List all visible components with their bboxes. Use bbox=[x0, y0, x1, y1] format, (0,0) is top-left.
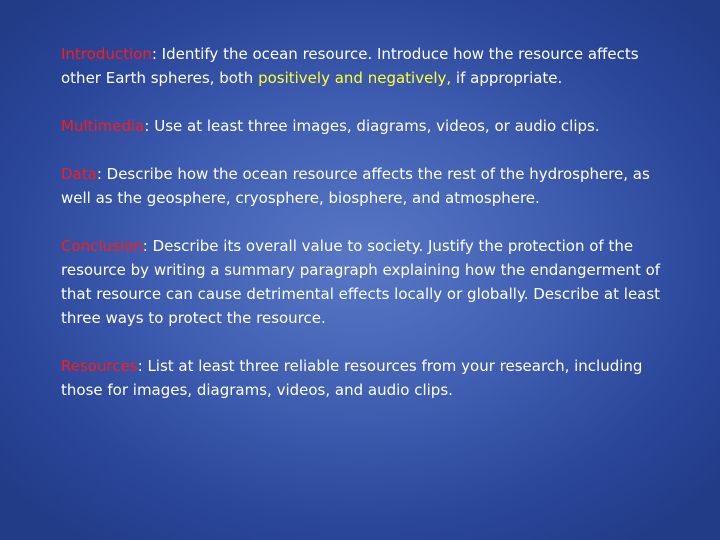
item-multimedia bbox=[61, 114, 671, 138]
resources-separator: : bbox=[137, 357, 148, 375]
multimedia-text: Use at least three images, diagrams, videos, or audio clips. bbox=[154, 117, 600, 135]
introduction-separator: : bbox=[151, 45, 162, 63]
data-text: Describe how the ocean resource affects the rest of the hydrosphere, as well as the geosphere, cryosphere, biosphere, and atmosphere. bbox=[61, 165, 650, 207]
resources-text: List at least three reliable resources from your research, including those for images, diagrams, videos, and audio clips. bbox=[61, 357, 643, 399]
item-resources bbox=[61, 354, 671, 402]
conclusion-separator: : bbox=[142, 237, 153, 255]
introduction-heading: Introduction bbox=[61, 45, 152, 63]
item-conclusion bbox=[61, 234, 671, 330]
introduction-text-end: if appropriate. bbox=[451, 69, 563, 87]
introduction-highlight: positively and negatively, bbox=[258, 69, 452, 87]
item-introduction bbox=[61, 42, 671, 90]
conclusion-text: Describe its overall value to society. Justify the protection of the resource by writing a summary paragraph explaining how the endangerment of that resource can cause detrimental effects locally or globally. Describe at least three ways to protect the resource. bbox=[61, 237, 661, 327]
slide-content bbox=[61, 42, 671, 426]
item-data bbox=[61, 162, 671, 210]
conclusion-heading: Conclusion bbox=[61, 237, 143, 255]
data-heading: Data bbox=[61, 165, 97, 183]
multimedia-heading: Multimedia bbox=[61, 117, 145, 135]
data-separator: : bbox=[96, 165, 107, 183]
resources-heading: Resources bbox=[61, 357, 138, 375]
multimedia-separator: : bbox=[144, 117, 155, 135]
introduction-text: Identify the ocean resource. Introduce how the resource affects other Earth spheres, both bbox=[61, 45, 639, 87]
